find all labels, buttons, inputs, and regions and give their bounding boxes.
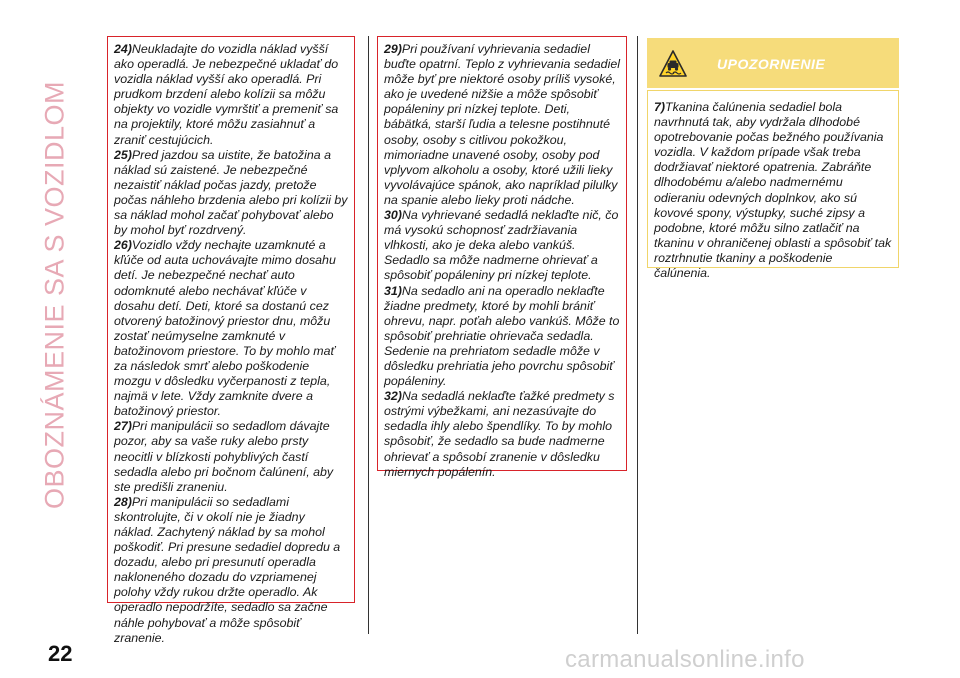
note-number: 32): [384, 389, 402, 404]
note-text: Pred jazdou sa uistite, že batožina a náklad sú zaistené. Je nebezpečné nezaistiť náklad počas jazdy, pretože počas náhleho brzdenia alebo pri kolízii by sa náklad mohol začať pohybovať alebo by mohol byť rozdrvený.: [114, 147, 348, 238]
note-item: [384, 284, 620, 390]
note-text: Na vyhrievané sedadlá neklaďte nič, čo má vysokú schopnosť zadržiavania vlhkosti, ako je deka alebo vankúš. Sedadlo sa môže nadmerne ohrievať a spôsobiť popáleniny pri nízkej teplote.: [384, 208, 619, 283]
note-number: 26): [114, 238, 132, 253]
page-number: 22: [48, 641, 73, 666]
note-number: 30): [384, 208, 402, 223]
note-item: [384, 42, 620, 208]
column-divider: [368, 36, 369, 634]
note-text: Pri používaní vyhrievania sedadiel buďte opatrní. Teplo z vyhrievania sedadiel môže byť pre niektoré osoby príliš vysoké, ako je uvedené nižšie a môže spôsobiť popáleniny pri nízkej teplote. Deti, bábätká, starší ľudia a telesne postihnuté osoby, osoby s citlivou pokožkou, mimoriadne unavené osoby, osoby pod vplyvom alkoholu a osoby, ktoré užili lieky vyvolávajúce spánok, ako napríklad pilulky na spanie alebo lieky proti nádche.: [384, 42, 620, 207]
note-item: [384, 208, 620, 283]
warning-item: [654, 100, 892, 281]
note-number: 31): [384, 283, 402, 298]
note-number: 24): [114, 42, 132, 56]
note-number: 27): [114, 419, 132, 434]
note-text: Na sedadlá neklaďte ťažké predmety s ostrými výbežkami, ani nezasúvajte do sedadla ihly alebo špendlíky. To by mohlo spôsobiť, že sedadlo sa bude nadmerne ohrievať a spôsobí zranenie v dôsledku miernych popálenín.: [384, 389, 615, 479]
car-skid-warning-icon: [659, 50, 687, 78]
note-item: [384, 389, 620, 480]
column-divider: [637, 36, 638, 634]
watermark: carmanualsonline.info: [565, 646, 805, 673]
note-text: Pri manipulácii so sedadlom dávajte pozor, aby sa vaše ruky alebo prsty neocitli v blízkosti pohyblivých častí sedadla alebo pri bočnom čalúnení, aby ste predišli zraneniu.: [114, 419, 334, 494]
note-text: Neukladajte do vozidla náklad vyšší ako operadlá. Je nebezpečné ukladať do vozidla náklad vyšší ako operadlá. Pri prudkom brzdení alebo kolízii sa môžu objekty vo vozidle vymrštiť a premeniť sa na projektily, ktoré môžu zasiahnuť a zraniť cestujúcich.: [114, 42, 339, 147]
note-text: Vozidlo vždy nechajte uzamknuté a kľúče od auta uchovávajte mimo dosahu detí. Je nebezpečné nechať auto odomknuté alebo nechávať kľúče v dosahu detí. Deti, ktoré sa dostanú cez otvorený batožinový priestor dnu, môžu zostať neúmyselne zamknuté v batožinovom priestore. To by mohlo mať za následok smrť alebo poškodenie mozgu v dôsledku vyčerpanosti z tepla, najmä v lete. Vždy zamknite dvere a batožinový priestor.: [114, 238, 336, 419]
note-number: 25): [114, 147, 132, 162]
warning-box: [647, 90, 899, 281]
warning-header: [647, 38, 899, 88]
note-item: [114, 419, 348, 494]
warning-title: UPOZORNENIE: [717, 56, 826, 72]
note-item: [114, 42, 348, 148]
warning-number: 7): [654, 100, 666, 114]
note-item: [114, 495, 348, 646]
warning-text: Tkanina čalúnenia sedadiel bola navrhnutá tak, aby vydržala dlhodobé opotrebovanie počas bežného používania vozidla. V každom prípade však treba dodržiavať niektoré opatrenia. Zabráňte dlhodobému a/alebo nadmernému odieraniu odevných doplnkov, ako sú kovové spony, výstupky, suché zipsy a podobne, ktoré môžu silno zatlačiť na tkaninu v ohraničenej oblasti a spôsobiť tak roztrhnutie tkaniny a poškodenie čalúnenia.: [654, 100, 892, 281]
note-number: 28): [114, 494, 132, 509]
section-side-title: OBOZNÁMENIE SA S VOZIDLOM: [39, 80, 70, 510]
notes-box-left: [107, 36, 355, 645]
note-number: 29): [384, 42, 402, 56]
notes-box-middle: [377, 36, 627, 479]
note-text: Pri manipulácii so sedadlami skontrolujte, či v okolí nie je žiadny náklad. Zachytený náklad by sa mohol poškodiť. Pri presune sedadiel dopredu a dozadu, alebo pri presunutí operadla nakloneného dozadu do vzpriamenej polohy vždy rukou držte operadlo. Ak operadlo nepodržíte, sedadlo sa začne náhle pohybovať a môže spôsobiť zranenie.: [114, 494, 341, 645]
note-text: Na sedadlo ani na operadlo neklaďte žiadne predmety, ktoré by mohli brániť ohrevu, napr. poťah alebo vankúš. Môže to spôsobiť prehriatie ohrievača sedadla. Sedenie na prehriatom sedadle môže v dôsledku prehriatia jeho povrchu spôsobiť popáleniny.: [384, 283, 620, 389]
note-item: [114, 148, 348, 239]
note-item: [114, 238, 348, 419]
